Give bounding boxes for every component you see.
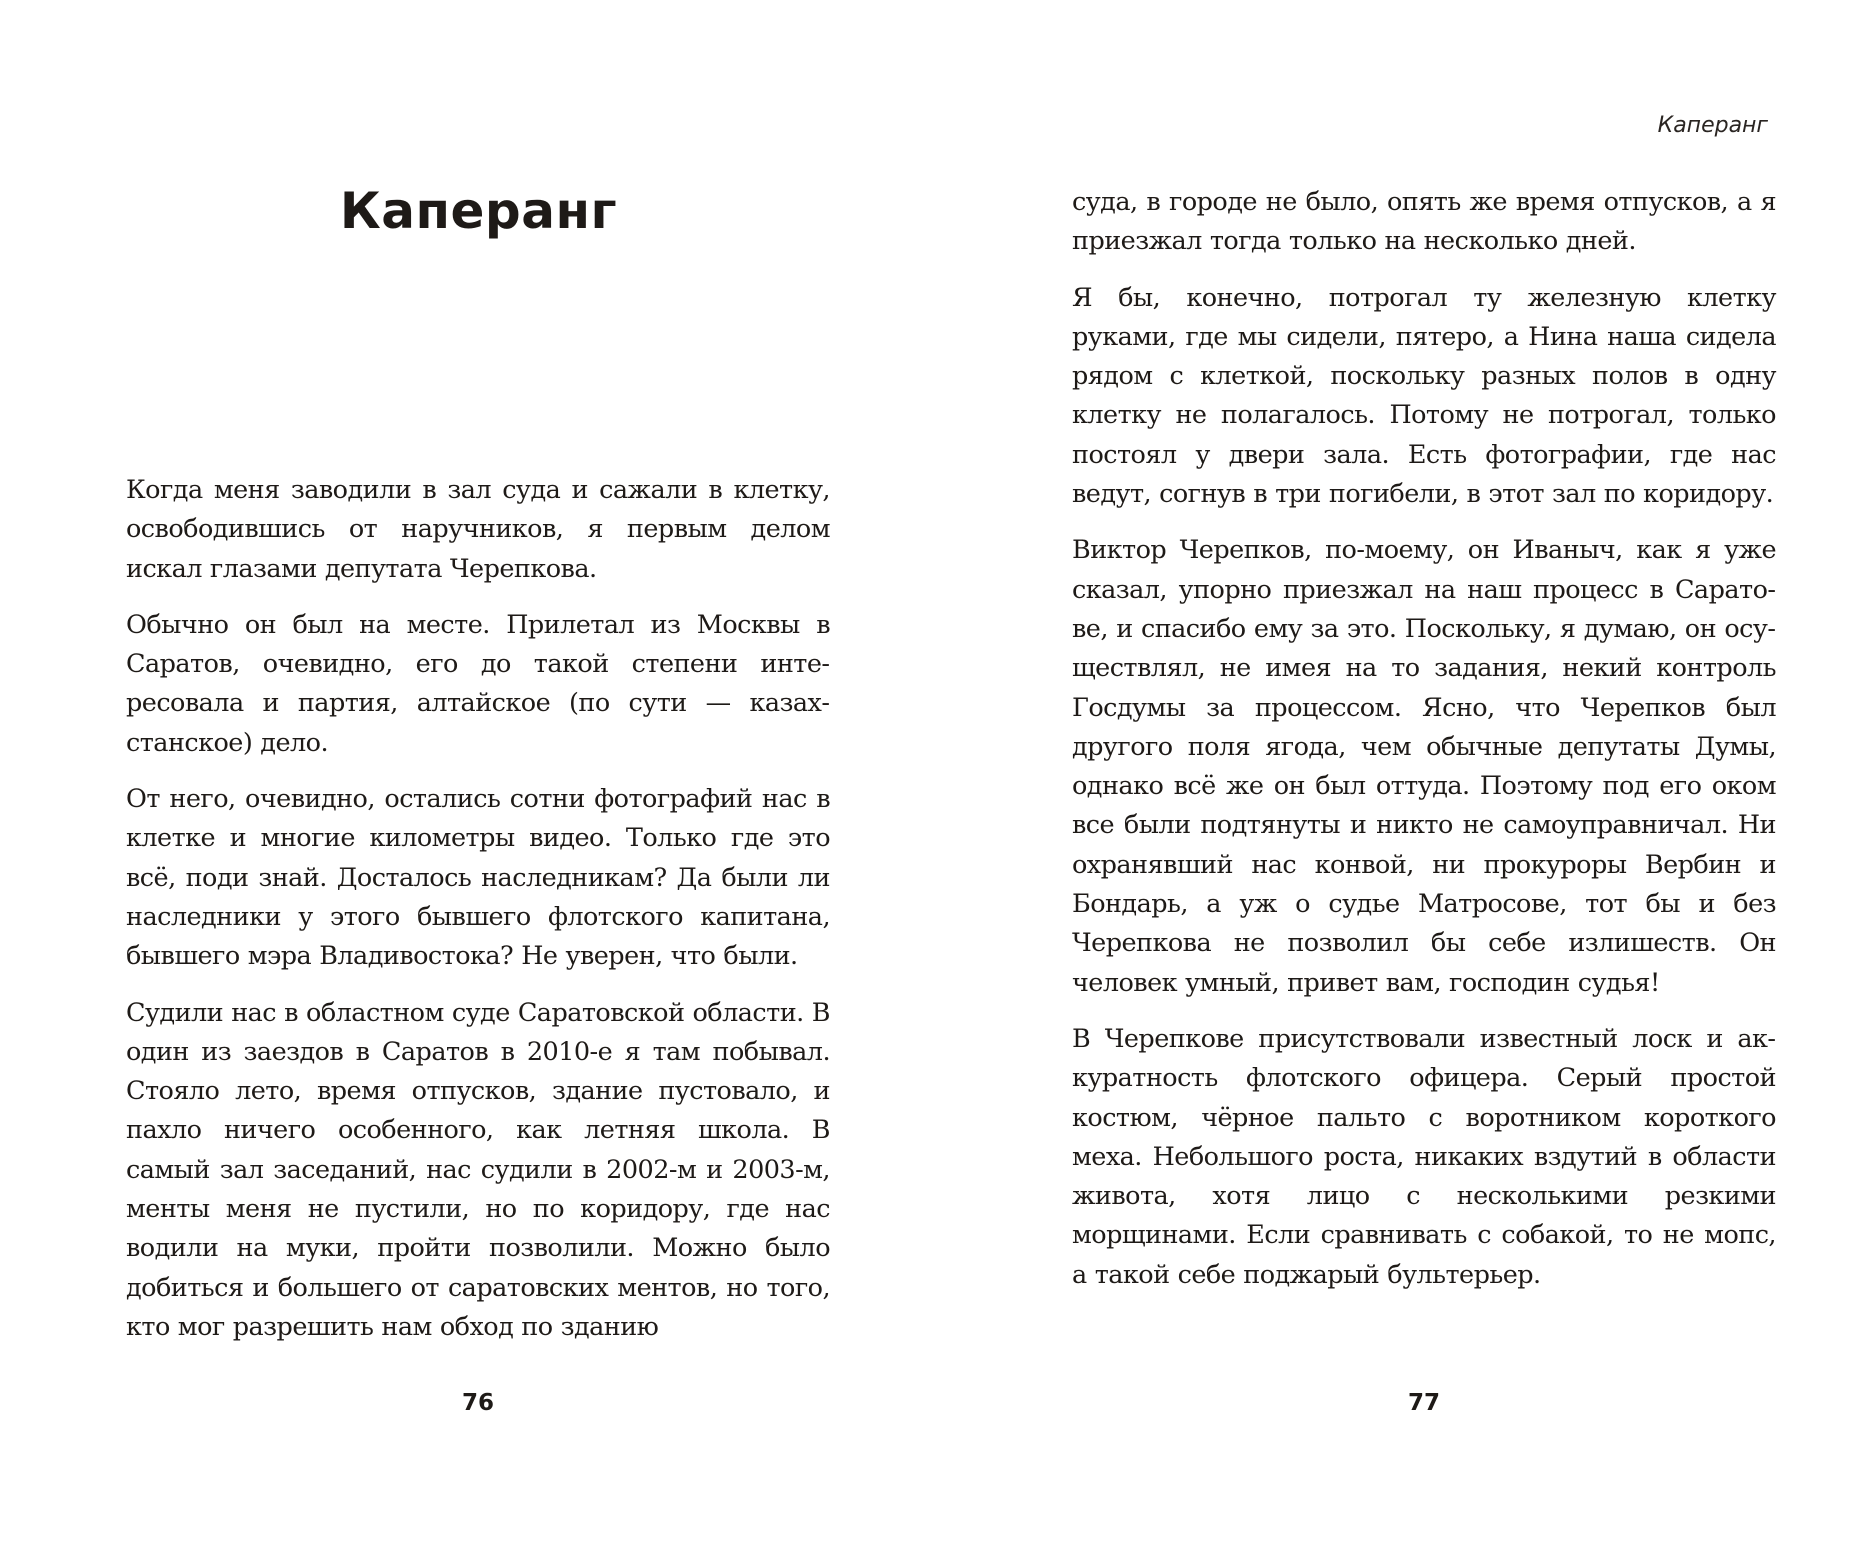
- paragraph: Обычно он был на месте. Прилетал из Москвы в Саратов, очевидно, его до такой степени интересовала и партия, алтайское (по сути — казахстанское) дело.: [126, 609, 830, 758]
- page-number: 77: [1407, 1390, 1440, 1416]
- left-page-text: [126, 471, 830, 1364]
- paragraph: Когда меня заводили в зал суда и сажали в клетку, освободившись от наручников, я первым делом искал глазами депутата Черепкова.: [126, 475, 830, 584]
- paragraph: суда, в городе не было, опять же время отпусков, а я приезжал тогда только на несколько дней.: [1072, 187, 1776, 257]
- paragraph: Виктор Черепков, по-моему, он Иваныч, как я уже сказал, упорно приезжал на наш процесс в Саратове, и спасибо ему за это. Поскольку, я думаю, он осуществлял, не имея на то задания, некий контроль Госдумы за процессом. Ясно, что Черепков был другого поля ягода, чем обычные депутаты Думы, однако всё же он был оттуда. Поэтому под его оком все были подтянуты и никто не самоуправничал. Ни охранявший нас конвой, ни прокуроры Вербин и Бондарь, а уж о судье Матросове, тот бы и без Черепкова не позволил бы себе излишеств. Он человек умный, привет вам, господин судья!: [1072, 535, 1776, 998]
- paragraph: В Черепкове присутствовали известный лоск и аккуратность флотского офицера. Серый простой костюм, чёрное пальто с воротником короткого меха. Небольшого роста, никаких вздутий в области живота, хотя лицо с несколькими резкими морщинами. Если сравнивать с собакой, то не мопс, а такой себе поджарый бультерьер.: [1072, 1023, 1776, 1290]
- page-number: 76: [461, 1390, 494, 1416]
- right-page-text: [1072, 183, 1776, 1312]
- running-head: Каперанг: [1657, 113, 1768, 138]
- paragraph: Я бы, конечно, потрогал ту железную клетку руками, где мы сидели, пятеро, а Нина наша сидела рядом с клеткой, поскольку разных полов в одну клетку не полагалось. Потому не потрогал, только постоял у двери зала. Есть фотографии, где нас ведут, согнув в три погибели, в этот зал по коридору.: [1072, 282, 1776, 510]
- right-page: [931, 0, 1862, 1542]
- chapter-title: Каперанг: [339, 182, 618, 240]
- paragraph: От него, очевидно, остались сотни фотографий нас в клетке и многие километры видео. Только где это всё, поди знай. Досталось наследникам? Да были ли наследники у этого бывшего флотского капитана, бывшего мэра Владивостока? Не уверен, что были.: [126, 784, 830, 972]
- paragraph: Судили нас в областном суде Саратовской области. В один из заездов в Саратов в 2010-е я там побывал. Стояло лето, время отпусков, здание пустовало, и пахло ничего особенного, как летняя школа. В самый зал заседаний, нас судили в 2002-м и 2003-м, менты меня не пустили, но по коридору, где нас водили на муки, пройти позволили. Можно было добиться и большего от саратовских ментов, но того, кто мог разрешить нам обход по зданию: [126, 997, 830, 1342]
